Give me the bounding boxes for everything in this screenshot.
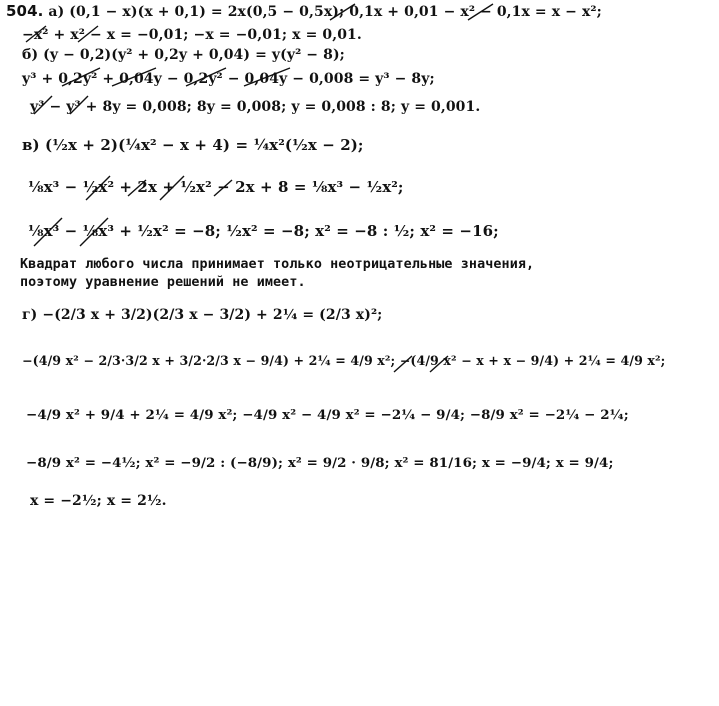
part-a-line-1: а) (0,1 − x)(x + 0,1) = 2x(0,5 − 0,5x); 0,1x + 0,01 − x² − 0,1x = x − x²; — [48, 4, 602, 20]
part-v-line-1: в) (½x + 2)(¼x² − x + 4) = ¼x²(½x − 2); — [22, 136, 364, 154]
part-g-line-3: −4/9 x² + 9/4 + 2¼ = 4/9 x²; −4/9 x² − 4/9 x² = −2¼ − 9/4; −8/9 x² = −2¼ − 2¼; — [26, 407, 629, 423]
part-g-line-1: г) −(2/3 x + 3/2)(2/3 x − 3/2) + 2¼ = (2/3 x)²; — [22, 307, 383, 323]
problem-number: 504. — [6, 2, 44, 20]
part-b-line-3: y³ − y³ + 8y = 0,008; 8y = 0,008; y = 0,008 : 8; y = 0,001. — [30, 99, 481, 115]
part-b-line-2: y³ + 0,2y² + 0,04y − 0,2y² − 0,04y − 0,008 = y³ − 8y; — [22, 71, 435, 87]
part-b-line-1: б) (y − 0,2)(y² + 0,2y + 0,04) = y(y² − 8); — [22, 47, 345, 63]
note-line-1: Квадрат любого числа принимает только неотрицательные значения, — [20, 257, 535, 272]
part-v-line-2: ⅛x³ − ½x² + 2x + ½x² − 2x + 8 = ⅛x³ − ½x²; — [28, 178, 404, 196]
part-g-line-5: x = −2½; x = 2½. — [30, 493, 167, 509]
part-g-line-4: −8/9 x² = −4½; x² = −9/2 : (−8/9); x² = 9/2 · 9/8; x² = 81/16; x = −9/4; x = 9/4; — [26, 455, 614, 471]
part-g-line-2: −(4/9 x² − 2/3·3/2 x + 3/2·2/3 x − 9/4) + 2¼ = 4/9 x²; −(4/9 x² − x + x − 9/4) + 2¼ = 4/9 x²; — [22, 353, 666, 368]
part-v-line-3: ⅛x³ − ⅛x³ + ½x² = −8; ½x² = −8; x² = −8 : ½; x² = −16; — [28, 222, 499, 240]
part-a-line-2: −x² + x² − x = −0,01; −x = −0,01; x = 0,01. — [22, 27, 362, 43]
note-line-2: поэтому уравнение решений не имеет. — [20, 275, 306, 290]
line-a1 — [6, 2, 602, 21]
